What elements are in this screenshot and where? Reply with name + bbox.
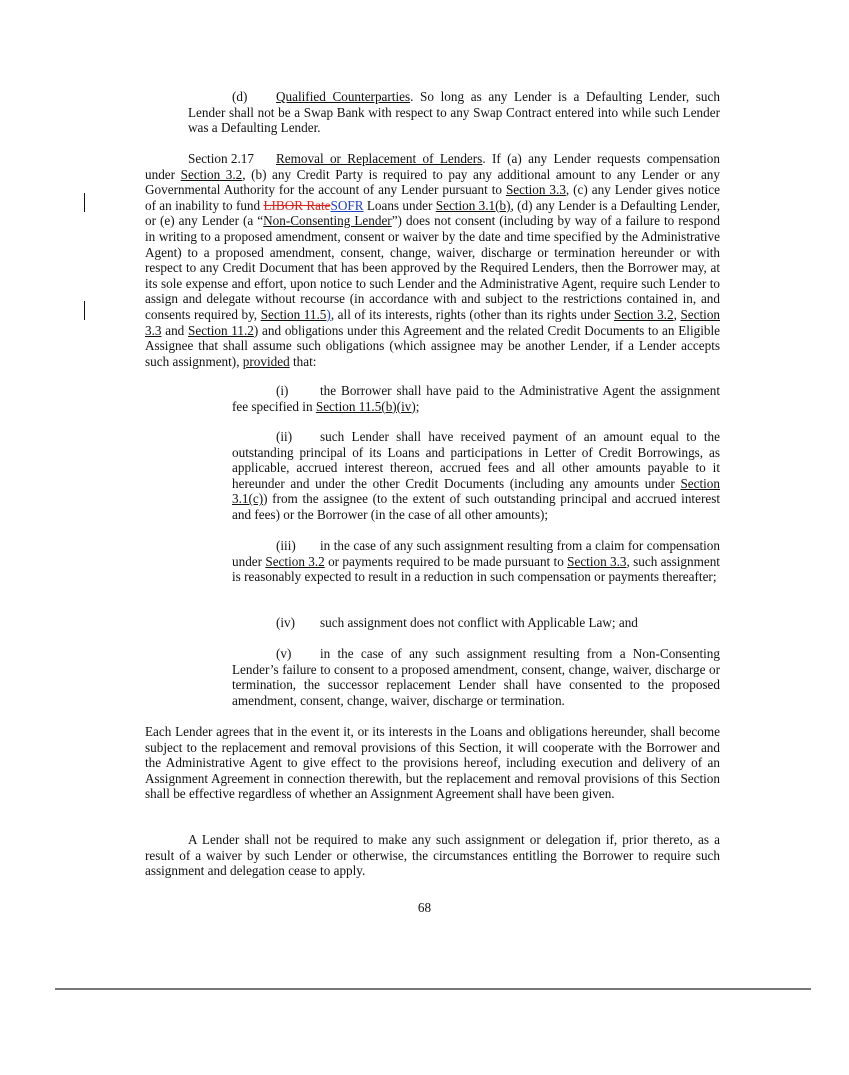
cross-reference: Section 3.1(c) [232,475,720,507]
inserted-text: SOFR [330,197,364,213]
proviso-term: provided [242,353,290,369]
cross-reference: Section 3.3 [145,306,721,338]
cross-reference: Section 3.2 [613,306,674,322]
paragraph-number: (d) [232,89,248,104]
page-divider [55,988,811,990]
inserted-text: ) [326,306,331,322]
page-number: 68 [417,900,432,915]
change-bar [84,193,85,212]
cross-reference: Section 11.5(b)(iv) [315,398,416,414]
cross-reference: Section 3.2 [180,166,243,182]
heading: Qualified Counterparties [276,89,411,104]
cross-reference: Section 11.2 [188,322,254,338]
clause-iii: (iii) in the case of any such assignment resulting from a claim for compensation under Section 3.2 or payments required to be made pursuant to Section 3.3, such assignment is reasonably expected to result in a reduction in such compensation or payments thereafter; [232,538,720,585]
section-heading: Removal or Replacement of Lenders [276,151,483,166]
section-2-17: Section 2.17 Removal or Replacement of Lenders. If (a) any Lender requests compensation under Section 3.2, (b) any Credit Party is required to pay any additional amount to any Lender or any Governmental Authority for the account of any Lender pursuant to Section 3.3, (c) any Lender gives notice of an inability to fund LIBOR RateSOFR Loans under Section 3.1(b), (d) any Lender is a Defaulting Lender, or (e) any Lender (a “Non-Consenting Lender”) does not consent (including by way of a failure to respond in writing to a proposed amendment, consent or waiver by the date and time specified by the Administrative Agent) to a proposed amendment, consent, change, waiver, discharge or termination hereunder or with respect to any Credit Document that has been approved by the Required Lenders, then the Borrower may, at its sole expense and effort, upon notice to such Lender and the Administrative Agent, require such Lender to assign and delegate without recourse (in accordance with and subject to the restrictions contained in, and consents required by, Section 11.5), all of its interests, rights (other than its rights under Section 3.2, Section 3.3 and Section 11.2) and obligations under this Agreement and the related Credit Documents to an Eligible Assignee that shall assume such obligations (which assignee may be another Lender, if a Lender accepts such assignment), provided that: [145,151,721,369]
defined-term: Non-Consenting Lender [263,213,392,229]
clause-i: (i) the Borrower shall have paid to the Administrative Agent the assignment fee specified in Section 11.5(b)(iv); [232,383,720,414]
clause-number: (ii) [276,429,293,444]
change-bar [84,301,85,320]
clause-iv: (iv) such assignment does not conflict with Applicable Law; and [276,615,638,630]
closing-paragraph: A Lender shall not be required to make any such assignment or delegation if, prior thereto, as a result of a waiver by such Lender or otherwise, the circumstances entitling the Borrower to require such assignment and delegation cease to apply. [145,832,720,879]
section-number: Section 2.17 [188,151,254,166]
clause-ii: (ii) such Lender shall have received payment of an amount equal to the outstanding principal of its Loans and participations in Letter of Credit Borrowings, as applicable, accrued interest thereon, accrued fees and all other amounts payable to it hereunder and under the other Credit Documents (including any amounts under Section 3.1(c)) from the assignee (to the extent of such outstanding principal and accrued interest and fees) or the Borrower (in the case of all other amounts); [232,429,720,522]
clause-number: (v) [276,646,292,661]
paragraph-d: (d) Qualified Counterparties. So long as any Lender is a Defaulting Lender, such Lender shall not be a Swap Bank with respect to any Swap Contract entered into while such Lender was a Defaulting Lender. [188,89,720,136]
clause-v: (v) in the case of any such assignment resulting from a Non-Consenting Lender’s failure to consent to a proposed amendment, consent, change, waiver, discharge or termination, the successor replacement Lender shall have consented to the proposed amendment, consent, change, waiver, discharge or termination. [232,646,720,708]
deleted-text: LIBOR Rate [263,197,331,213]
clause-number: (iv) [276,615,296,630]
cross-reference: Section 3.3 [505,182,566,198]
cross-reference: Section 3.3 [567,553,627,569]
cross-reference: Section 3.2 [265,553,325,569]
clause-number: (i) [276,383,289,398]
cross-reference: Section 3.1(b) [435,197,511,213]
closing-paragraph: Each Lender agrees that in the event it, or its interests in the Loans and obligations hereunder, shall become subject to the replacement and removal provisions of this Section, it will cooperate with the Borrower and the Administrative Agent to give effect to the provisions hereof, including execution and delivery of an Assignment Agreement in connection therewith, but the replacement and removal provisions of this Section shall be effective regardless of whether an Assignment Agreement shall have been given. [145,724,720,802]
clause-number: (iii) [276,538,296,553]
cross-reference: Section 11.5 [260,306,327,322]
